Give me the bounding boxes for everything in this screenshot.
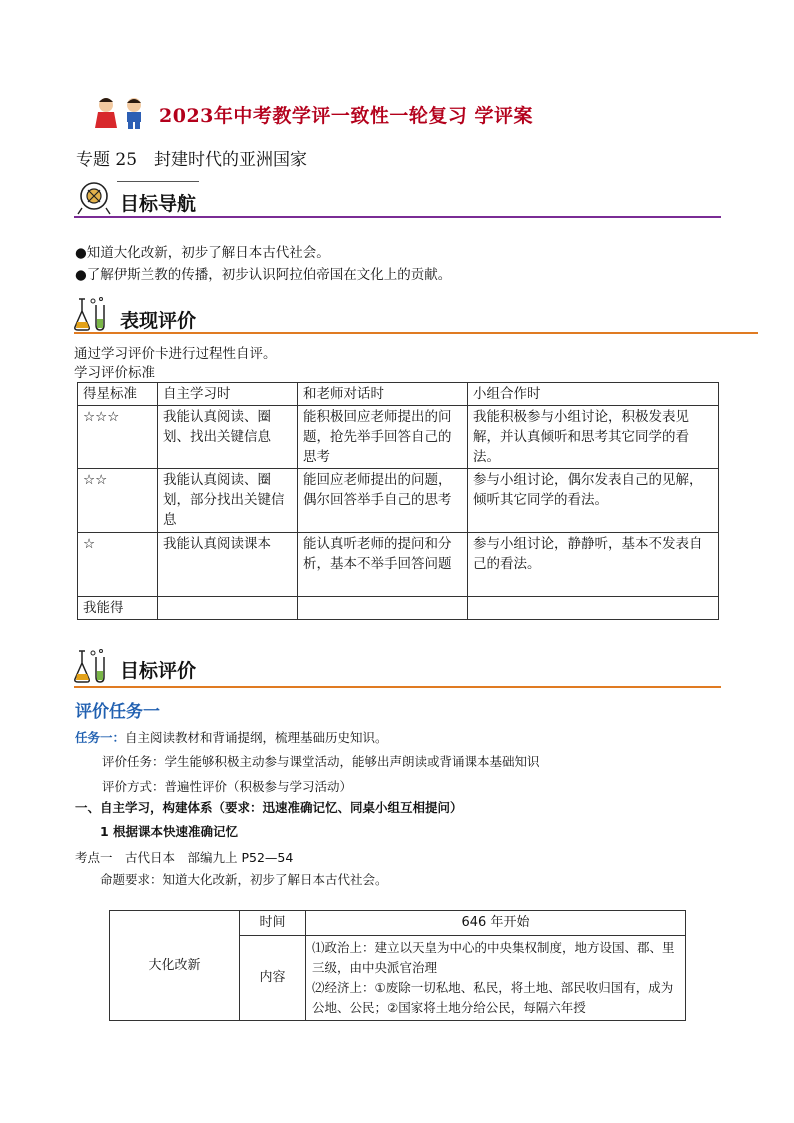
kids-logo-icon [86, 96, 156, 130]
table-cell: 参与小组讨论，偶尔发表自己的见解，倾听其它同学的看法。 [468, 469, 719, 533]
requirement-line: 命题要求：知道大化改新，初步了解日本古代社会。 [100, 872, 388, 887]
table-row [78, 406, 719, 469]
table-cell: 我能认真阅读、圈划，部分找出关键信息 [158, 469, 298, 533]
table-cell: 646 年开始 [306, 911, 686, 936]
task-label: 任务一： [75, 730, 126, 745]
star-cell: ☆☆☆ [78, 406, 158, 469]
point-line: 考点一 古代日本 部编九上 P52—54 [75, 850, 294, 865]
table-row [78, 469, 719, 533]
table-caption: 学习评价标准 [74, 365, 155, 381]
flask-icon [71, 647, 109, 685]
table-cell: 我能认真阅读课本 [158, 533, 298, 597]
history-table [109, 910, 686, 1021]
row-label-cell: 大化改新 [110, 911, 240, 1021]
target-compass-icon [74, 178, 112, 216]
task-heading: 评价任务一 [75, 702, 160, 722]
goal-item: ●知道大化改新，初步了解日本古代社会。 [75, 245, 330, 261]
section-rule [74, 216, 721, 218]
evaluation-table [77, 382, 719, 620]
table-header-cell: 得星标准 [78, 383, 158, 406]
table-row [110, 911, 686, 936]
topic-title: 专题 25 封建时代的亚洲国家 [76, 150, 308, 170]
score-label-cell: 我能得 [78, 597, 158, 620]
star-cell: ☆☆ [78, 469, 158, 533]
star-cell: ☆ [78, 533, 158, 597]
task-text: 自主阅读教材和背诵提纲，梳理基础历史知识。 [125, 730, 388, 745]
eval-method-line: 评价方式：普遍性评价（积极参与学习活动） [102, 779, 353, 794]
table-row [78, 597, 719, 620]
content-line: ⑴政治上：建立以天皇为中心的中央集权制度，地方设国、郡、里三级，由中央派官治理 [312, 940, 675, 975]
table-cell: 内容 [240, 936, 306, 1021]
score-input-cell[interactable] [298, 597, 468, 620]
section-heading-goal-eval: 目标评价 [120, 660, 197, 682]
eval-task-line: 评价任务：学生能够积极主动参与课堂活动，能够出声朗读或背诵课本基础知识 [102, 754, 540, 769]
table-cell: 能积极回应老师提出的问题，抢先举手回答自己的思考 [298, 406, 468, 469]
score-input-cell[interactable] [158, 597, 298, 620]
task-line [75, 728, 388, 746]
divider [117, 181, 199, 182]
banner-title: 2023年中考教学评一致性一轮复习 学评案 [159, 105, 533, 127]
table-header-cell: 小组合作时 [468, 383, 719, 406]
table-header-cell: 和老师对话时 [298, 383, 468, 406]
table-cell: 能回应老师提出的问题，偶尔回答举手自己的思考 [298, 469, 468, 533]
table-header-cell: 自主学习时 [158, 383, 298, 406]
table-cell: 参与小组讨论，静静听，基本不发表自己的看法。 [468, 533, 719, 597]
performance-intro: 通过学习评价卡进行过程性自评。 [74, 346, 277, 362]
section-heading-performance: 表现评价 [120, 310, 197, 332]
sub-heading: 1 根据课本快速准确记忆 [100, 824, 239, 839]
table-cell [306, 936, 686, 1021]
table-header-row [78, 383, 719, 406]
section-heading-goal-nav: 目标导航 [120, 193, 197, 215]
goal-item: ●了解伊斯兰教的传播，初步认识阿拉伯帝国在文化上的贡献。 [75, 267, 452, 283]
table-cell: 我能积极参与小组讨论，积极发表见解，并认真倾听和思考其它同学的看法。 [468, 406, 719, 469]
part-heading: 一、自主学习，构建体系（要求：迅速准确记忆、同桌小组互相提问） [75, 800, 463, 815]
table-cell: 能认真听老师的提问和分析，基本不举手回答问题 [298, 533, 468, 597]
section-rule [74, 686, 721, 688]
score-input-cell[interactable] [468, 597, 719, 620]
content-line: ⑵经济上：①废除一切私地、私民，将土地、部民收归国有，成为公地、公民；②国家将土地分给公民，每隔六年授 [312, 980, 674, 1015]
flask-icon [71, 295, 109, 333]
table-cell: 我能认真阅读、圈划、找出关键信息 [158, 406, 298, 469]
table-cell: 时间 [240, 911, 306, 936]
table-row [78, 533, 719, 597]
section-rule [74, 332, 758, 334]
